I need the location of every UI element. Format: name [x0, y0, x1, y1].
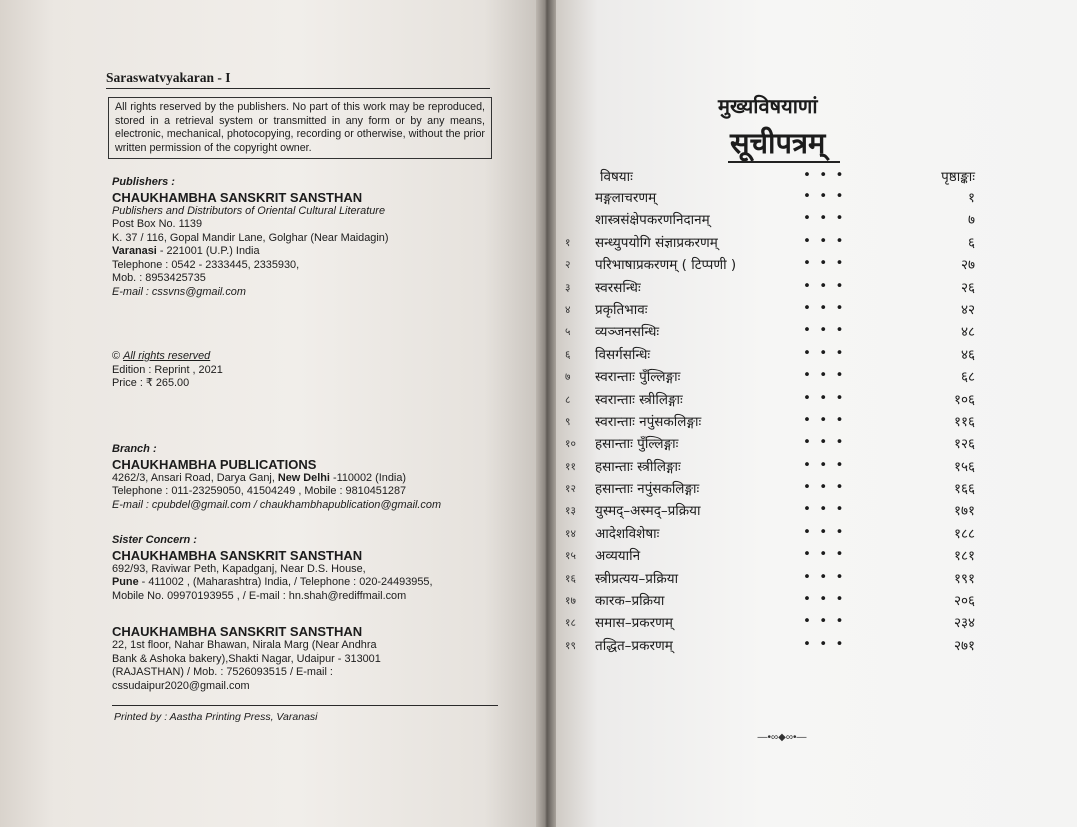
- toc-entry-page: ४२: [960, 301, 975, 318]
- toc-entry-dots: • • •: [803, 546, 846, 563]
- toc-entry-title: स्वरान्ताः पुँल्लिङ्गाः: [595, 369, 681, 386]
- third-office-name: CHAUKHAMBHA SANSKRIT SANSTHAN: [112, 624, 363, 639]
- toc-entry-dots: • • •: [803, 456, 846, 473]
- toc-entry-number: २: [565, 259, 571, 272]
- toc-entry-dots: • • •: [803, 635, 846, 652]
- toc-entry: [565, 477, 975, 499]
- toc-entry-page: १५६: [953, 458, 975, 475]
- toc-entry-dots: • • •: [803, 479, 846, 496]
- publisher-address: K. 37 / 116, Gopal Mandir Lane, Golghar (Near Maidagin): [112, 231, 389, 244]
- toc-entry-page: १८८: [953, 525, 975, 542]
- toc-entry: [565, 410, 975, 432]
- third-line2: Bank & Ashoka bakery),Shakti Nagar, Udaipur - 313001: [112, 652, 381, 665]
- toc-entry: [565, 320, 975, 342]
- branch-telephone: Telephone : 011-23259050, 41504249 , Mobile : 9810451287: [112, 485, 407, 497]
- rights-reserved: All rights reserved: [123, 350, 211, 362]
- third-line1: 22, 1st floor, Nahar Bhawan, Nirala Marg (Near Andhra: [112, 639, 377, 651]
- toc-entry: [565, 253, 975, 275]
- branch-address-line: [112, 472, 441, 486]
- publisher-city-rest: - 221001 (U.P.) India: [156, 245, 260, 257]
- toc-entry-page: २७: [960, 257, 975, 274]
- rights-notice: All rights reserved by the publishers. No part of this work may be reproduced, stored in a retrieval system or transmitted in any form or by any means, electronic, mechanical, photocopying, recording or otherwise, without the prior written permission of the copyright owner.: [108, 97, 492, 159]
- toc-entry-page: १८१: [953, 548, 975, 565]
- toc-entry-page: १: [967, 190, 975, 206]
- toc-entry-number: ९: [565, 415, 571, 428]
- toc-entry: [565, 567, 975, 589]
- branch-name: CHAUKHAMBHA PUBLICATIONS: [112, 456, 317, 472]
- toc-entry-page: १९१: [953, 570, 975, 587]
- toc-entry: [565, 231, 975, 253]
- toc-entry-title: तद्धित–प्रकरणम्: [595, 637, 673, 654]
- branch-address-start: 4262/3, Ansari Road, Darya Ganj,: [112, 471, 278, 484]
- toc-title-rule: [728, 161, 840, 163]
- toc-entry-page: ४६: [960, 346, 975, 363]
- sister-line2: [112, 576, 432, 590]
- branch-label: Branch :: [112, 443, 157, 455]
- publisher-name: CHAUKHAMBHA SANSKRIT SANSTHAN: [112, 189, 363, 205]
- toc-entry-page: १२६: [953, 436, 975, 453]
- publisher-city: Varanasi: [112, 245, 157, 257]
- third-line4: cssudaipur2020@gmail.com: [112, 679, 250, 692]
- toc-entry-dots: • • •: [803, 210, 846, 227]
- toc-entry-page: १६६: [953, 481, 975, 498]
- sister-concern-block: [112, 534, 432, 603]
- toc-entry-dots: • • •: [803, 501, 846, 518]
- toc-entry-dots: • • •: [803, 434, 846, 451]
- edition: Edition : Reprint , 2021: [112, 363, 223, 376]
- toc-entry-number: ६: [565, 348, 571, 361]
- branch-city: New Delhi: [277, 471, 330, 484]
- toc-entry-dots: • • •: [803, 523, 846, 540]
- toc-entry-page: १०६: [953, 391, 975, 408]
- toc-entry-title: हसान्ताः पुँल्लिङ्गाः: [595, 436, 679, 453]
- sister-name: CHAUKHAMBHA SANSKRIT SANSTHAN: [112, 547, 363, 563]
- toc-entry-page: ४८: [960, 324, 975, 341]
- toc-col-page: पृष्ठाङ्काः: [941, 169, 975, 185]
- publisher-tagline: Publishers and Distributors of Oriental Cultural Literature: [112, 204, 385, 217]
- toc-heading: मुख्यविषयाणां: [718, 94, 818, 118]
- toc-entry-page: ७: [967, 212, 975, 229]
- toc-entry-dots: • • •: [803, 188, 846, 204]
- toc-entry-title: परिभाषाप्रकरणम् ( टिप्पणी ): [595, 257, 737, 274]
- edition-block: [112, 350, 223, 391]
- toc-entry-title: स्वरान्ताः नपुंसकलिङ्गाः: [595, 413, 702, 430]
- toc-entry: [565, 522, 975, 544]
- toc-entry-dots: • • •: [803, 232, 846, 249]
- toc-entry-title: स्वरसन्धिः: [595, 279, 641, 296]
- toc-entry-title: कारक–प्रक्रिया: [595, 593, 665, 610]
- sister-line2-rest: - 411002 , (Maharashtra) India, / Telephone : 020-24493955,: [138, 576, 433, 588]
- toc-entry-number: १२: [565, 483, 576, 496]
- book-spine: [536, 0, 556, 827]
- toc-entry-page: २६: [960, 279, 975, 296]
- toc-list: [565, 186, 975, 656]
- copyright-icon: ©: [112, 350, 124, 362]
- rights-reserved-line: [112, 350, 223, 364]
- toc-entry: [565, 365, 975, 387]
- toc-entry: [565, 544, 975, 566]
- title-rule: [106, 88, 490, 89]
- toc-entry-title: अव्ययानि: [595, 548, 641, 565]
- price: Price : ₹ 265.00: [112, 377, 190, 389]
- publisher-telephone: Telephone : 0542 - 2333445, 2335930,: [112, 258, 300, 271]
- toc-entry: [565, 388, 975, 410]
- toc-entry-number: १: [565, 236, 571, 249]
- toc-entry-number: १३: [565, 505, 576, 518]
- toc-entry-number: ३: [565, 281, 571, 294]
- publishers-label: Publishers :: [112, 176, 175, 188]
- toc-title: सूचीपत्रम्: [730, 126, 826, 160]
- toc-entry-number: १६: [565, 572, 576, 585]
- publisher-email: E-mail : cssvns@gmail.com: [112, 285, 246, 298]
- publisher-po-box: Post Box No. 1139: [112, 218, 203, 230]
- branch-address-end: -110002 (India): [329, 471, 407, 484]
- toc-entry: [565, 208, 975, 230]
- toc-entry-number: १७: [565, 595, 576, 608]
- toc-entry-title: युस्मद्–अस्मद्–प्रक्रिया: [595, 503, 701, 520]
- toc-entry-title: सन्ध्युपयोगि संज्ञाप्रकरणम्: [595, 234, 718, 251]
- toc-entry: [565, 343, 975, 365]
- toc-entry-page: २०६: [953, 593, 975, 610]
- toc-entry-title: शास्त्रसंक्षेपकरणनिदानम्: [595, 212, 710, 229]
- bottom-rule: [112, 705, 498, 706]
- third-line3: (RAJASTHAN) / Mob. : 7526093515 / E-mail :: [112, 666, 333, 678]
- toc-entry-title: स्वरान्ताः स्त्रीलिङ्गाः: [595, 391, 683, 408]
- toc-entry-page: १७१: [953, 503, 975, 520]
- sister-city: Pune: [112, 576, 139, 588]
- publishers-block: [112, 176, 388, 299]
- toc-entry-dots: • • •: [803, 411, 846, 428]
- toc-entry-number: ७: [565, 371, 571, 384]
- toc-entry: [565, 499, 975, 521]
- third-office-block: [112, 624, 381, 693]
- toc-col-subject: विषयाः: [600, 169, 633, 185]
- toc-entry-title: हसान्ताः स्त्रीलिङ्गाः: [595, 458, 681, 475]
- toc-entry-number: ११: [565, 460, 576, 473]
- sister-line3: Mobile No. 09970193955 , / E-mail : hn.shah@rediffmail.com: [112, 589, 407, 602]
- toc-entry-number: १९: [565, 639, 576, 652]
- toc-col-dots: • • •: [803, 167, 846, 183]
- ornament-divider: —•∞◆∞•—: [757, 732, 807, 743]
- toc-entry-title: हसान्ताः नपुंसकलिङ्गाः: [595, 481, 700, 498]
- toc-entry-number: १८: [565, 617, 576, 630]
- toc-entry-dots: • • •: [803, 591, 846, 608]
- toc-entry: [565, 589, 975, 611]
- toc-entry-dots: • • •: [803, 568, 846, 585]
- toc-entry-number: १०: [565, 438, 576, 451]
- toc-entry-dots: • • •: [803, 367, 846, 384]
- toc-entry-dots: • • •: [803, 255, 846, 272]
- toc-entry-number: ५: [565, 326, 571, 339]
- toc-entry-page: ६: [967, 234, 975, 251]
- toc-entry-number: १५: [565, 550, 576, 563]
- toc-entry-dots: • • •: [803, 322, 846, 339]
- toc-entry-title: व्यञ्जनसन्धिः: [595, 324, 660, 341]
- toc-entry-page: ११६: [953, 413, 975, 430]
- toc-entry: [565, 455, 975, 477]
- branch-block: [112, 443, 441, 512]
- branch-email: E-mail : cpubdel@gmail.com / chaukhambhapublication@gmail.com: [112, 498, 442, 511]
- book-title: Saraswatvyakaran - I: [106, 70, 231, 85]
- publisher-city-line: [112, 245, 388, 259]
- toc-entry: [565, 186, 975, 208]
- publisher-mobile: Mob. : 8953425735: [112, 272, 206, 284]
- toc-entry: [565, 634, 975, 656]
- toc-entry-title: मङ्गलाचरणम्: [595, 190, 657, 206]
- toc-entry-page: २३४: [953, 615, 975, 632]
- toc-entry-title: आदेशविशेषाः: [595, 525, 660, 542]
- toc-entry-page: ६८: [960, 369, 975, 386]
- toc-entry-dots: • • •: [803, 299, 846, 316]
- toc-entry-number: ८: [565, 393, 571, 406]
- toc-entry-title: स्त्रीप्रत्यय–प्रक्रिया: [595, 570, 679, 587]
- toc-entry-number: १४: [565, 527, 576, 540]
- toc-entry-title: समास–प्रकरणम्: [595, 615, 673, 632]
- toc-entry-dots: • • •: [803, 389, 846, 406]
- toc-entry: [565, 276, 975, 298]
- sister-label: Sister Concern :: [112, 534, 197, 546]
- toc-entry-page: २७१: [953, 637, 975, 654]
- toc-entry-title: प्रकृतिभावः: [595, 301, 648, 318]
- toc-entry-dots: • • •: [803, 344, 846, 361]
- toc-entry: [565, 432, 975, 454]
- toc-entry: [565, 298, 975, 320]
- toc-entry-number: ४: [565, 303, 571, 316]
- printed-by: Printed by : Aastha Printing Press, Varanasi: [114, 711, 318, 723]
- toc-entry-dots: • • •: [803, 277, 846, 294]
- toc-entry: [565, 611, 975, 633]
- toc-entry-title: विसर्गसन्धिः: [595, 346, 651, 363]
- sister-line1: 692/93, Raviwar Peth, Kapadganj, Near D.S. House,: [112, 562, 366, 575]
- toc-entry-dots: • • •: [803, 613, 846, 630]
